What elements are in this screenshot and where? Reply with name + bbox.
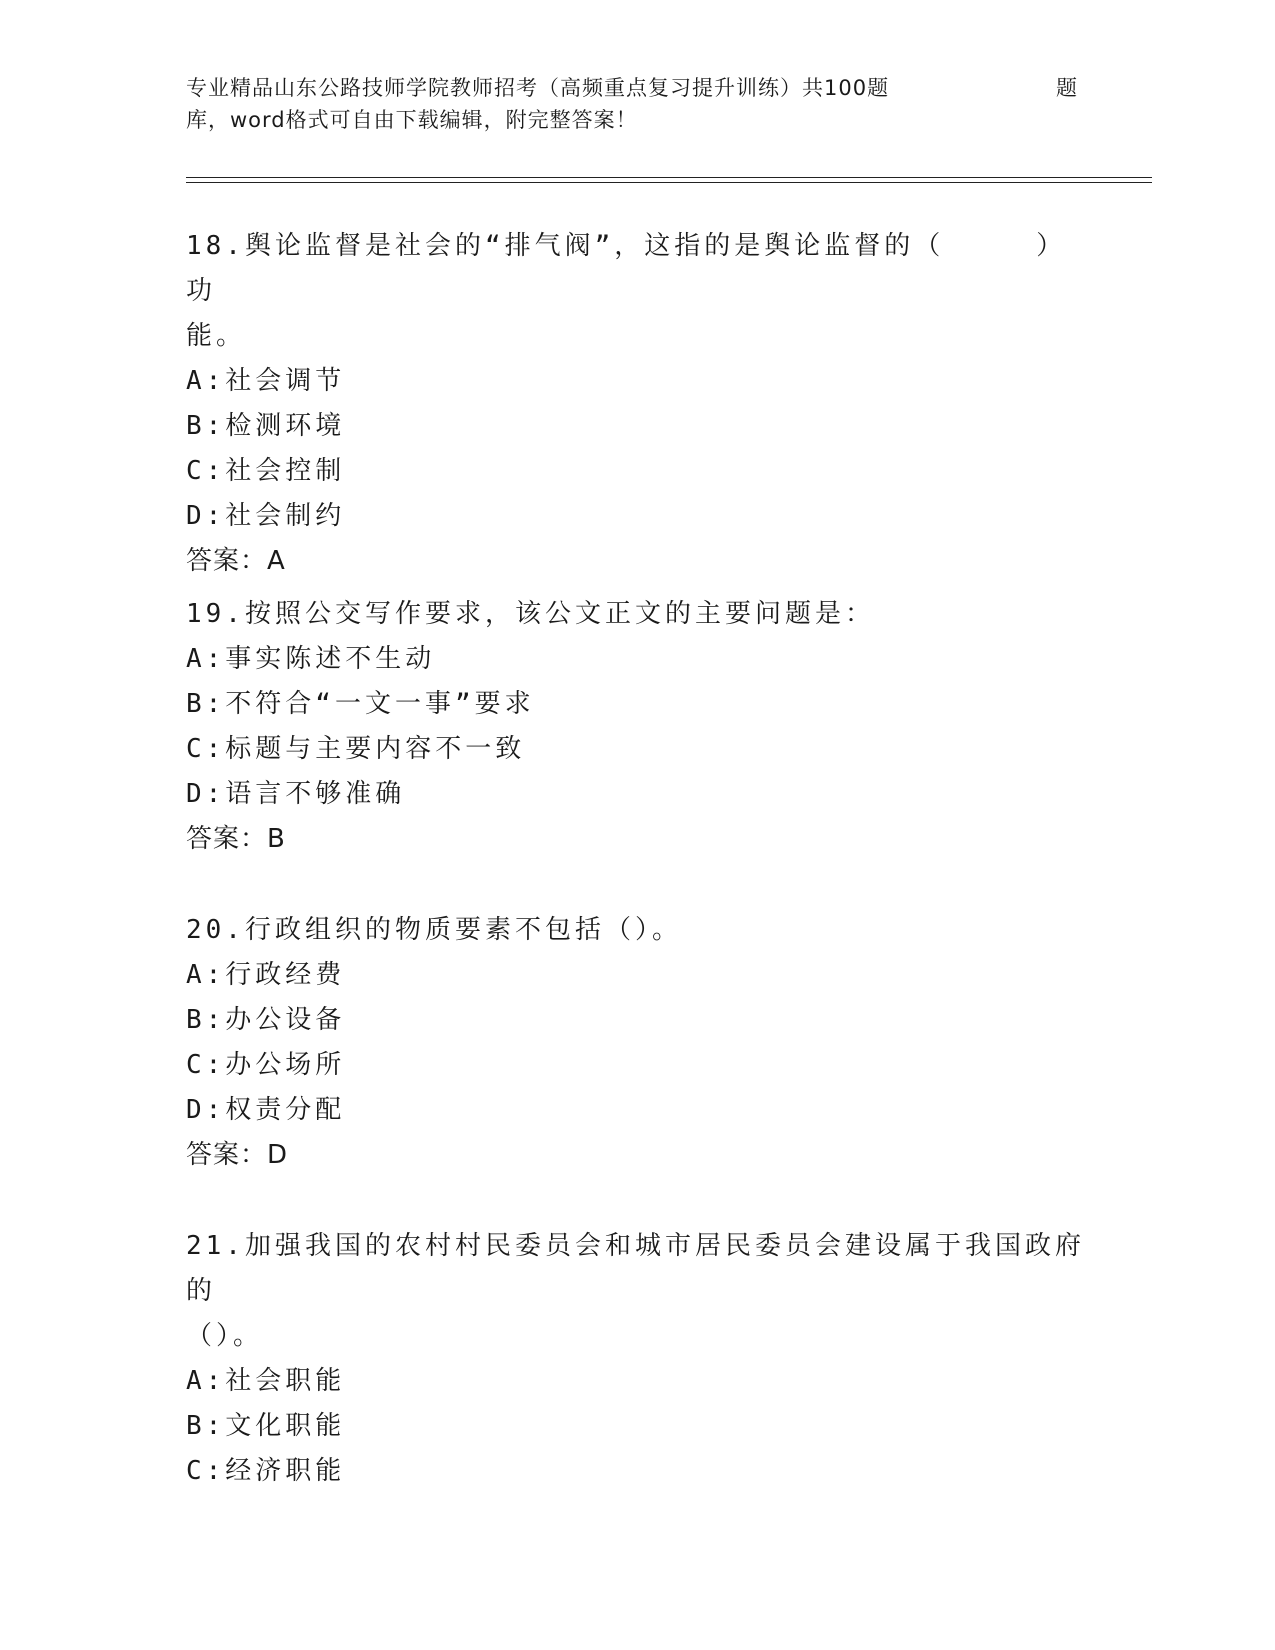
- option-a: A:社会调节: [186, 366, 346, 396]
- header-title-text: 专业精品山东公路技师学院教师招考（高频重点复习提升训练）共100题: [186, 76, 890, 100]
- question-stem: 19.按照公交写作要求，该公文正文的主要问题是：: [186, 599, 875, 629]
- question-stem: [186, 224, 1086, 314]
- answer-label: 答案：A: [186, 546, 286, 576]
- option-d: D:语言不够准确: [186, 779, 406, 809]
- option-d: D:社会制约: [186, 501, 346, 531]
- question-stem-text-end: ）功: [186, 231, 1067, 306]
- question-stem-text: 18.舆论监督是社会的“排气阀”，这指的是舆论监督的（: [186, 231, 945, 261]
- question-stem: 20.行政组织的物质要素不包括（）。: [186, 915, 682, 945]
- header-divider-top: [186, 177, 1152, 178]
- option-c: C:办公场所: [186, 1050, 346, 1080]
- option-b: B:办公设备: [186, 1005, 346, 1035]
- option-b: B:不符合“一文一事”要求: [186, 689, 535, 719]
- header-divider-bottom: [186, 182, 1152, 183]
- option-c: C:经济职能: [186, 1456, 346, 1486]
- option-a: A:事实陈述不生动: [186, 644, 436, 674]
- option-a: A:行政经费: [186, 960, 346, 990]
- question-stem: 21.加强我国的农村村民委员会和城市居民委员会建设属于我国政府的: [186, 1231, 1085, 1306]
- header-title-tail: 题: [1056, 76, 1078, 100]
- question-stem-continued: （）。: [186, 1321, 264, 1351]
- question-stem-continued: 能。: [186, 321, 247, 351]
- header-line-2: 库，word格式可自由下载编辑，附完整答案！: [186, 108, 638, 132]
- answer-label: 答案：D: [186, 1140, 289, 1170]
- question-18: [186, 224, 1086, 584]
- option-b: B:文化职能: [186, 1411, 346, 1441]
- option-d: D:权责分配: [186, 1095, 346, 1125]
- header-line-1: [186, 72, 1086, 104]
- question-20: [186, 908, 1086, 1178]
- option-c: C:标题与主要内容不一致: [186, 734, 526, 764]
- question-21: [186, 1224, 1086, 1494]
- option-b: B:检测环境: [186, 411, 346, 441]
- question-19: [186, 592, 1086, 862]
- answer-label: 答案：B: [186, 824, 286, 854]
- option-a: A:社会职能: [186, 1366, 346, 1396]
- document-header: [186, 72, 1086, 136]
- option-c: C:社会控制: [186, 456, 346, 486]
